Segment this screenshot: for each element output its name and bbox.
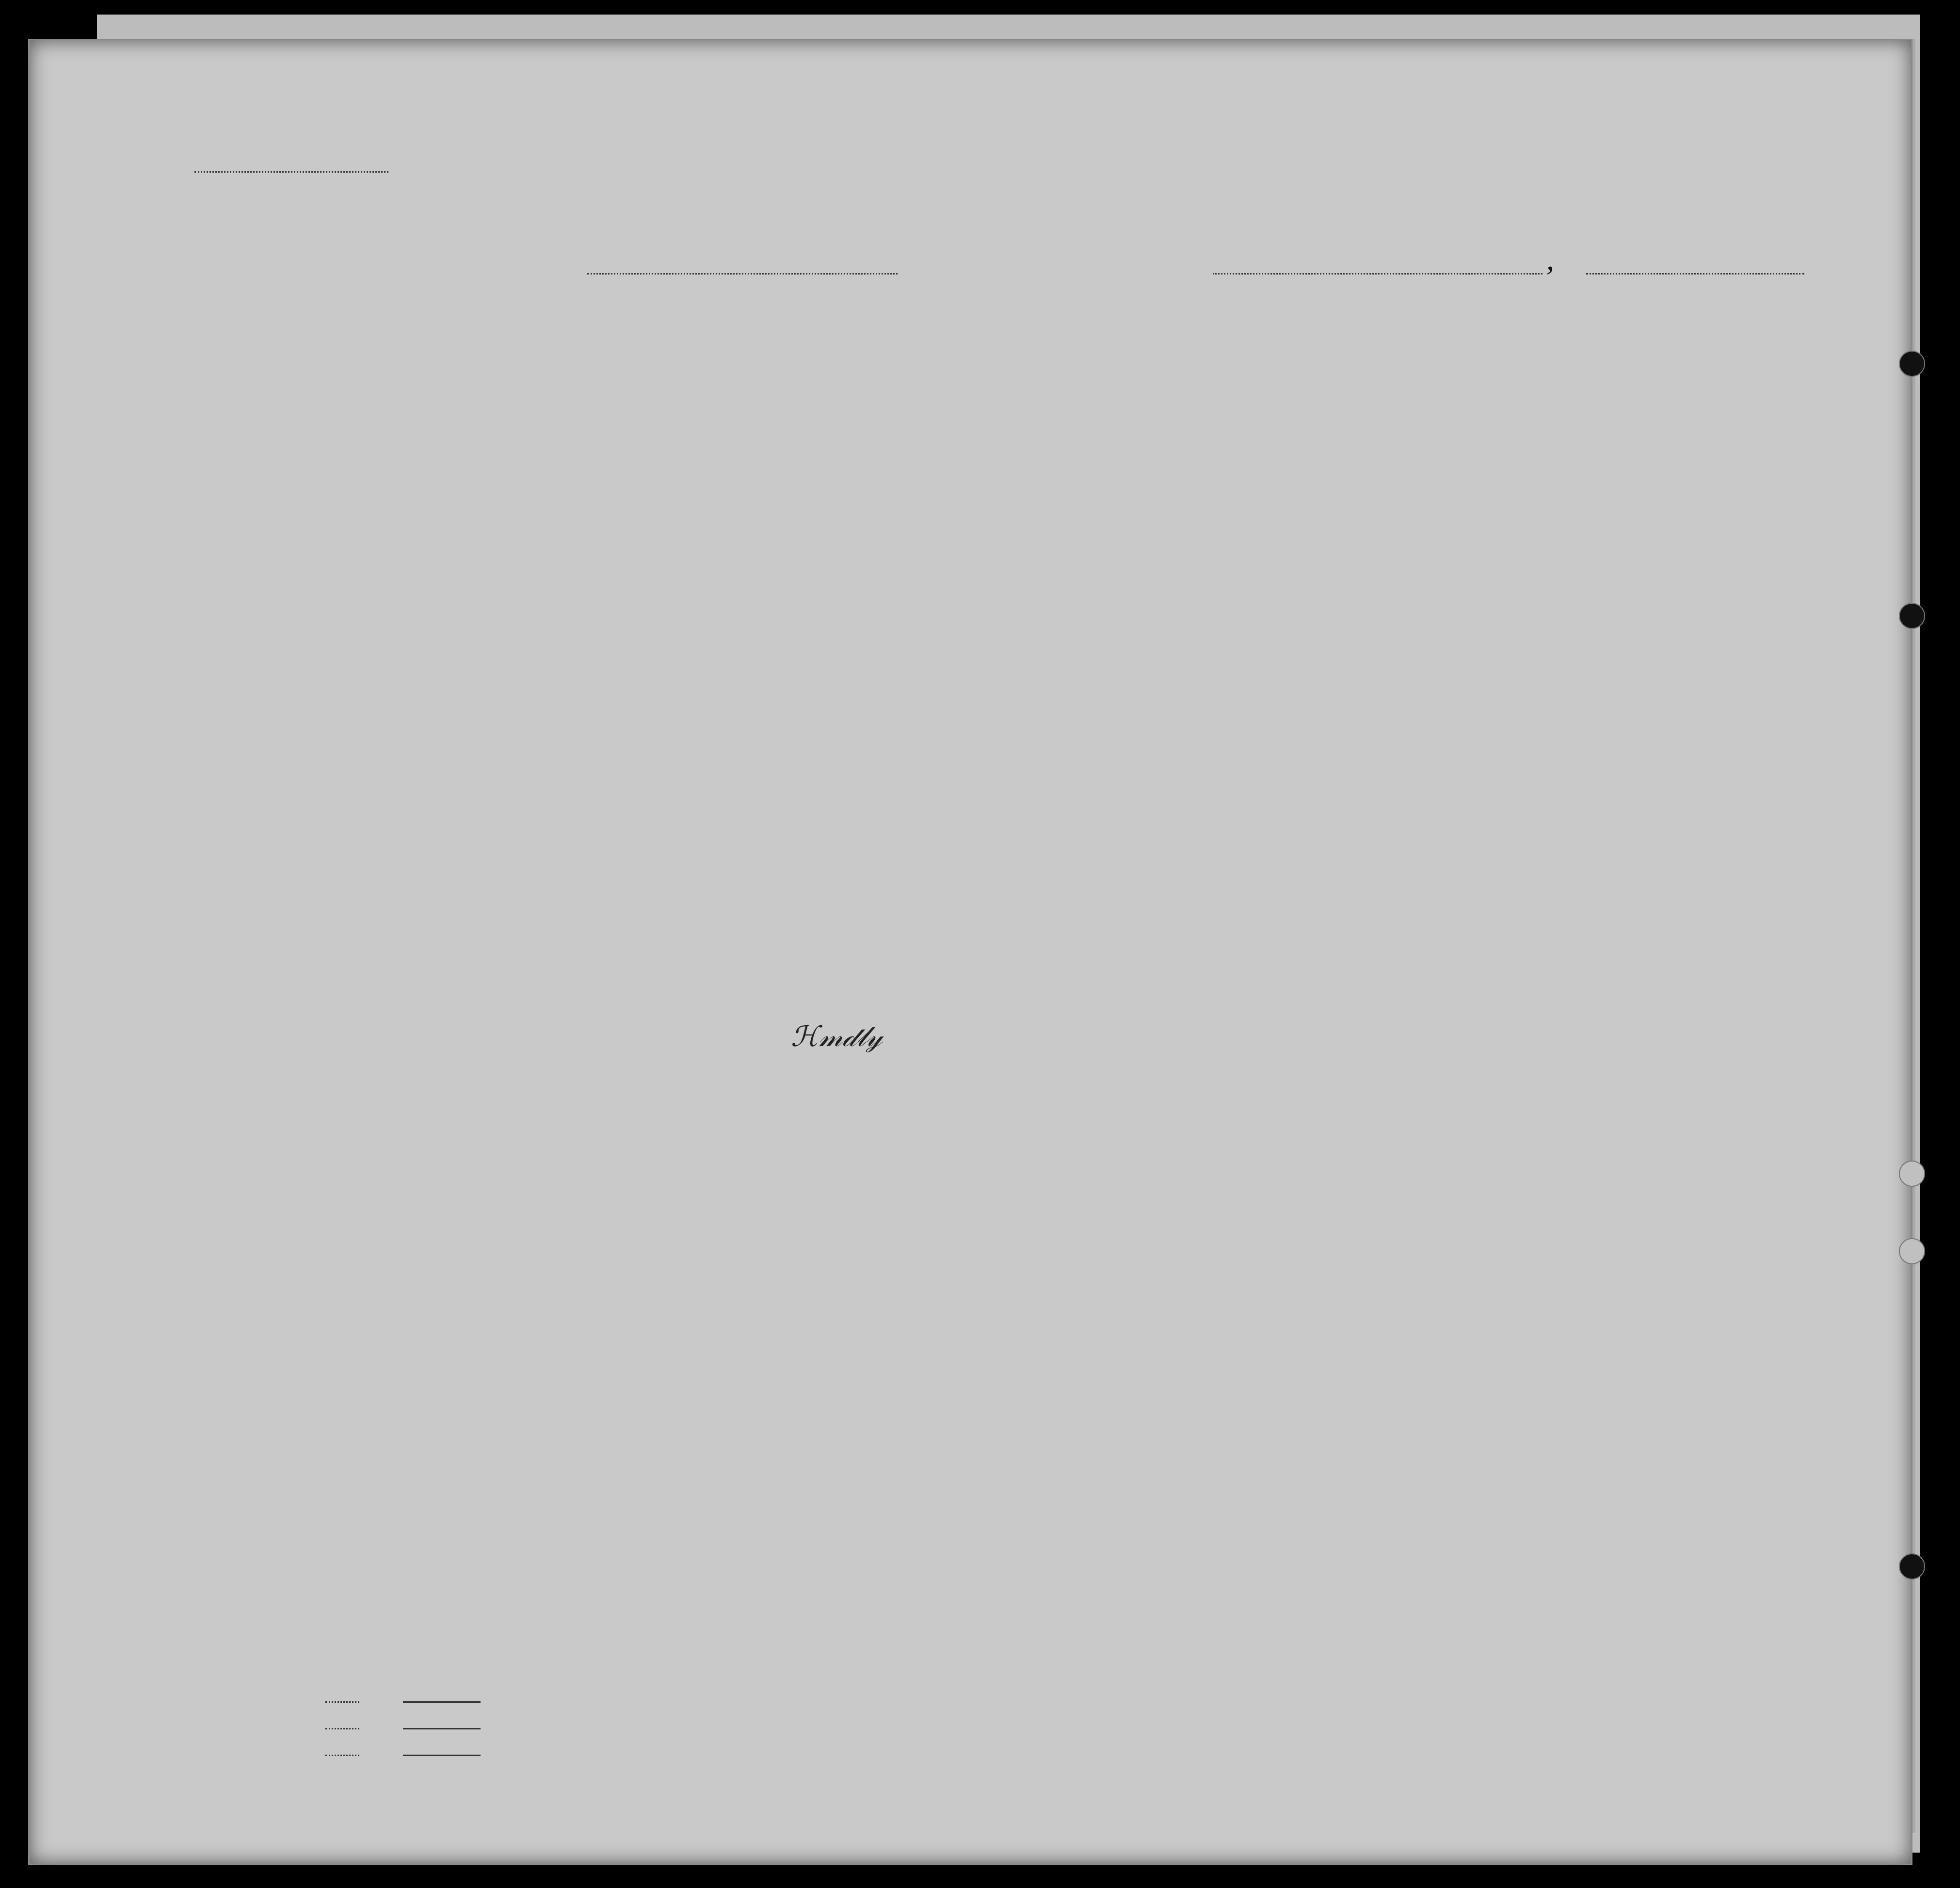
table-grid <box>30 40 1911 1864</box>
footer-total-line <box>403 1701 481 1703</box>
footer-citizens-line <box>403 1728 481 1729</box>
punch-hole <box>1899 1238 1925 1264</box>
comma: , <box>1546 242 1554 276</box>
punch-hole <box>1899 603 1925 629</box>
footer-dots-2 <box>325 1718 359 1729</box>
manifest-sheet <box>28 39 1912 1865</box>
punch-hole <box>1899 1161 1925 1187</box>
punch-hole <box>1899 1553 1925 1580</box>
footer-aliens-line <box>403 1755 481 1756</box>
footer-dots-1 <box>325 1692 359 1703</box>
inspector-signature: ℋ𝓂𝒹𝓁𝓎 <box>791 1020 883 1053</box>
punch-hole <box>1899 351 1925 377</box>
footer-dots-3 <box>325 1745 359 1756</box>
